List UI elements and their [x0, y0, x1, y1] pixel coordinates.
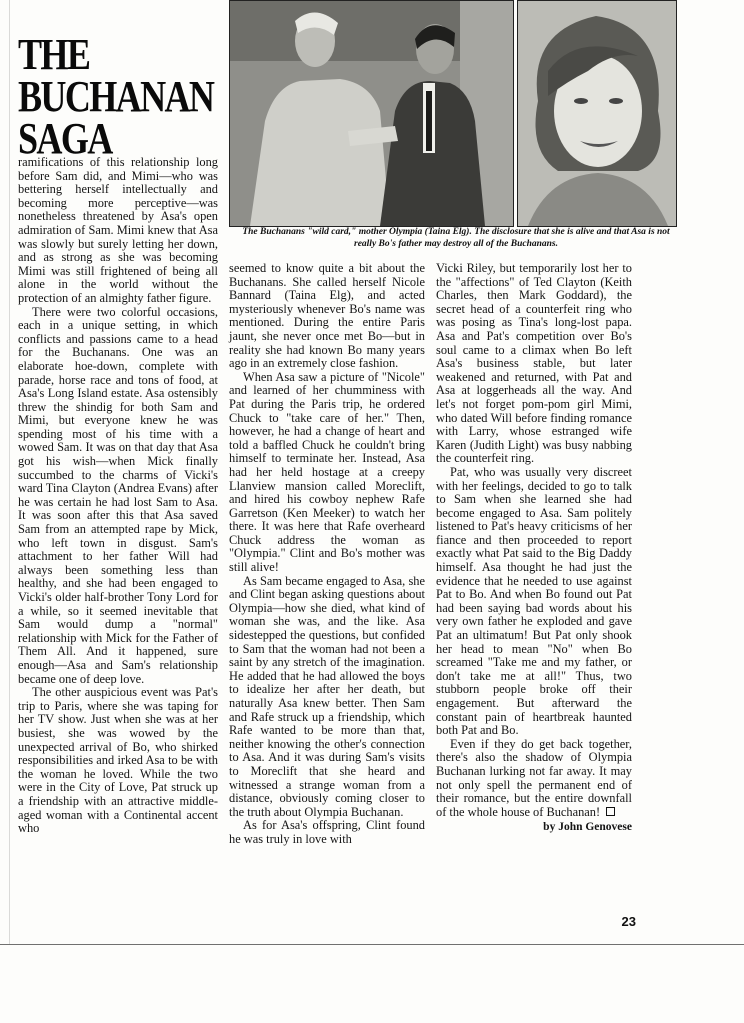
page-number: 23	[621, 914, 636, 929]
photo-two-men	[229, 0, 514, 227]
article-column-1	[18, 156, 218, 836]
article-column-3	[436, 262, 632, 835]
headline-line-2: BUCHANAN	[18, 72, 214, 121]
paragraph: Vicki Riley, but temporarily lost her to the "affections" of Ted Clayton (Keith Charles, then Mark Goddard), the secret head of a counterfeit ring who was posing as Tina's long-lost papa. Asa and Pat's competition over Bo's soul came to a climax when Bo left Asa's business stable, but later weakened and returned, with Pat and Asa at loggerheads all the way. And let's not forget pom-pom girl Mimi, who dated Will before finding romance with Larry, whose estranged wife Karen (Judith Light) was busy nabbing the counterfeit ring.	[436, 261, 632, 466]
photo-two-men-image	[230, 1, 513, 226]
article-headline	[18, 30, 214, 163]
paragraph: There were two colorful occasions, each in a unique setting, in which conflicts and passions came to a head for the Buchanans. One was an elaborate hoe-down, complete with parade, horse race and tons of food, at Asa's Long Island estate. Asa ostensibly threw the shindig for both Sam and Mimi, but everyone knew he was spending most of his time with a wowed Sam. It was on that day that Asa got his wish—when Mick finally succumbed to the charms of Vicki's ward Tina Clayton (Andrea Evans) after he was certain he had lost Sam to Asa. It was soon after this that Asa saved Sam from an attempted rape by Mick, who left town in disgust. Sam's attachment to her father Will had always been something less than healthy, and she had been engaged to Vicki's older half-brother Tony Lord for a while, so it seemed inevitable that Sam would dump a "normal" relationship with Mick for the Father of Them All. And it happened, sure enough—Asa and Sam's relationship became one of deep love.	[18, 304, 218, 686]
photo-caption: The Buchanans "wild card," mother Olympia (Taina Elg). The disclosure that she is alive and that Asa is not really Bo's father may destroy all of the Buchanans.	[242, 227, 670, 249]
article-column-2	[229, 262, 425, 847]
paragraph	[436, 738, 632, 820]
photo-olympia	[517, 0, 677, 227]
photo-olympia-image	[518, 1, 676, 226]
scan-edge	[9, 0, 10, 944]
paragraph: The other auspicious event was Pat's trip to Paris, where she was taping for her TV show. Just when she was at her busiest, she was wowed by the unexpected arrival of Bo, who shirked responsibilities and irked Asa to be with the woman he loved. While the two were in the City of Love, Pat struck up a friendship with an attractive middle-aged woman with a Continental accent who	[18, 685, 218, 836]
paragraph: ramifications of this relationship long before Sam did, and Mimi—who was bettering herself intellectually and becoming more perceptive—was nonetheless threatened by Asa's open admiration of Sam. Mimi knew that Asa was slowly but surely letting her down, and as strong as she was becoming Mimi was still frightened of being all alone in the world without the protection of an almighty father figure.	[18, 155, 218, 305]
paragraph: When Asa saw a picture of "Nicole" and learned of her chumminess with Pat during the Paris trip, he ordered Chuck to "take care of her." Then, however, he had a change of heart and told a baffled Chuck he couldn't bring himself to terminate her. Instead, Asa had her held hostage at a creepy Llanview mansion called Moreclift, and hired his cowboy nephew Rafe Garretson (Ken Meeker) to watch her there. It was here that Rafe overheard Chuck address the woman as "Olympia." Clint and Bo's mother was still alive!	[229, 369, 425, 575]
page-bottom-rule	[0, 944, 744, 945]
end-mark-icon	[606, 807, 615, 816]
paragraph: As for Asa's offspring, Clint found he was truly in love with	[229, 818, 425, 846]
paragraph: As Sam became engaged to Asa, she and Clint began asking questions about Olympia—how she died, what kind of woman she was, and the like. Asa sidestepped the questions, but confided to Sam that the woman had not been a saint by any stretch of the imagination. He added that he had allowed the boys to idealize her after her death, but naturally Asa knew better. Then Sam and Rafe struck up a friendship, which Rafe wanted to be more than that, neither knowing the other's connection to Asa. And it was during Sam's visits to Moreclift that she heard and witnessed a strange woman from a distance, obviously coming closer to the truth about Olympia Buchanan.	[229, 573, 425, 819]
headline-line-3: SAGA	[18, 114, 112, 163]
byline: by John Genovese	[543, 821, 632, 834]
paragraph-text: Even if they do get back together, there's also the shadow of Olympia Buchanan lurking not far away. It may not only spell the permanent end of their romance, but the entire downfall of the whole house of Buchanan!	[436, 736, 632, 819]
paragraph: Pat, who was usually very discreet with her feelings, decided to go to talk to Sam when she learned she had become engaged to Asa. Sam politely listened to Pat's heavy criticisms of her fiance and then proceeded to report exactly what Pat said to the Big Daddy himself. Asa thought he had just the evidence that he needed to use against Pat to Bo. And when Bo found out Pat had been saying bad words about his very own father he exploded and gave Pat an ultimatum! But Pat only shook her head to mean "No" when Bo screamed "Take me and my father, or don't take me at all!" Thus, two stubborn people broke off their engagement. But afterward the constant pain of heartbreak haunted both Pat and Bo.	[436, 464, 632, 738]
paragraph: seemed to know quite a bit about the Buchanans. She called herself Nicole Bannard (Taina Elg), and acted mysteriously whenever Bo's name was mentioned. During the entire Paris jaunt, she never once met Bo—but in reality she had known Bo many years ago in an extremely close fashion.	[229, 261, 425, 371]
headline-line-1: THE	[18, 30, 90, 79]
